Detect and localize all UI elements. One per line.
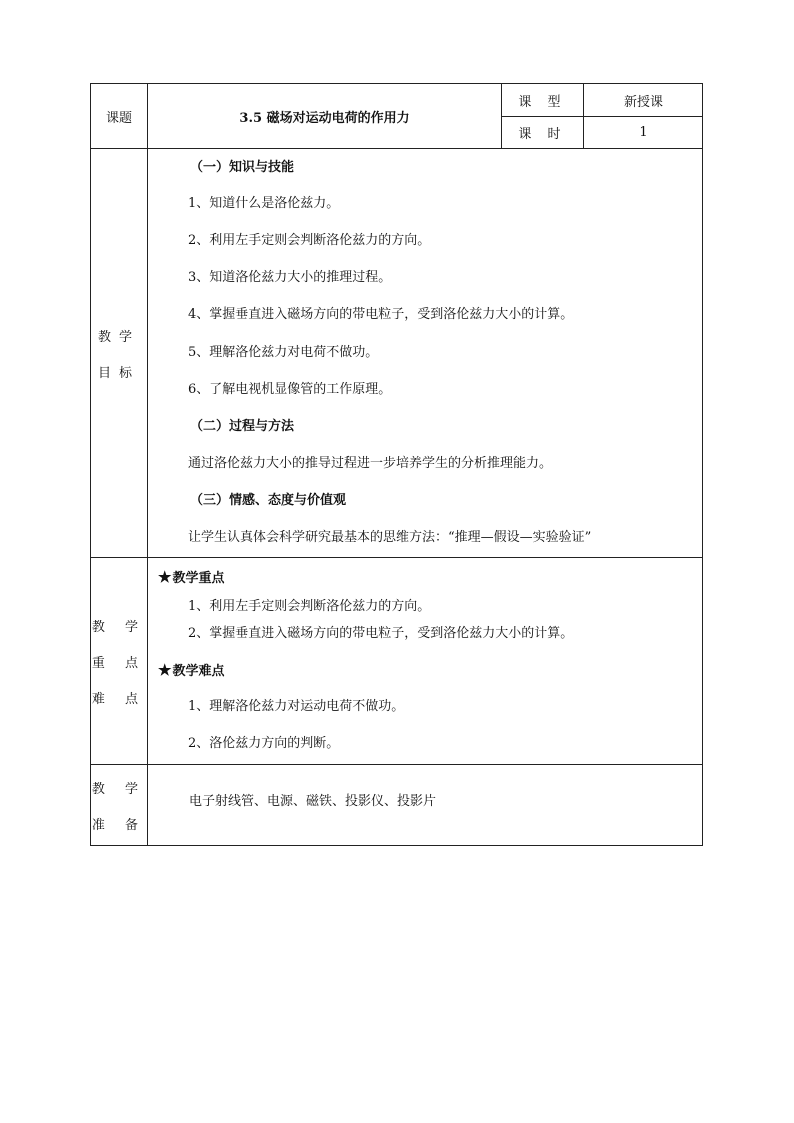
- focus-item-1: 1、利用左手定则会判断洛伦兹力的方向。: [188, 599, 431, 614]
- preparation-label-cell: [91, 765, 148, 845]
- objectives-label: [91, 149, 147, 557]
- lesson-title-cell: [148, 84, 502, 148]
- preparation-content: [148, 765, 702, 845]
- preparation-label: [91, 765, 147, 845]
- lesson-plan-table: [90, 83, 703, 846]
- lesson-period-row: [502, 116, 703, 148]
- lesson-label-cell: [91, 84, 148, 148]
- objectives-label-line-1: 教学: [97, 329, 140, 345]
- preparation-label-line-2: 准 备: [91, 817, 147, 833]
- process-text: 通过洛伦兹力大小的推导过程进一步培养学生的分析推理能力。: [188, 456, 553, 471]
- knowledge-item-5: 5、理解洛伦兹力对电荷不做功。: [188, 345, 379, 360]
- keypoints-label-line-1: 教 学: [91, 619, 147, 635]
- knowledge-item-3: 3、知道洛伦兹力大小的推理过程。: [188, 270, 392, 285]
- title-row: [91, 84, 702, 148]
- objectives-label-line-2: 目标: [97, 365, 140, 381]
- lesson-period-value: 1: [639, 125, 648, 140]
- knowledge-item-6: 6、了解电视机显像管的工作原理。: [188, 382, 392, 397]
- difficulty-heading-line: [158, 663, 224, 678]
- difficulty-heading: 教学难点: [172, 664, 225, 679]
- keypoints-label-cell: [91, 558, 148, 764]
- star-icon: ★: [158, 661, 172, 679]
- difficulty-item-1: 1、理解洛伦兹力对运动电荷不做功。: [188, 699, 405, 714]
- objectives-label-cell: [91, 149, 148, 557]
- star-icon: ★: [158, 568, 172, 586]
- lesson-period-label: 课 时: [502, 117, 584, 148]
- attitude-heading: （三）情感、态度与价值观: [190, 493, 347, 508]
- preparation-label-line-1: 教 学: [91, 781, 147, 797]
- knowledge-heading: （一）知识与技能: [190, 160, 295, 175]
- knowledge-item-2: 2、利用左手定则会判断洛伦兹力的方向。: [188, 233, 431, 248]
- focus-item-2: 2、掌握垂直进入磁场方向的带电粒子，受到洛伦兹力大小的计算。: [188, 626, 574, 641]
- preparation-items: 电子射线管、电源、磁铁、投影仪、投影片: [189, 794, 437, 809]
- knowledge-item-4: 4、掌握垂直进入磁场方向的带电粒子，受到洛伦兹力大小的计算。: [188, 307, 574, 322]
- objectives-row: [91, 148, 702, 557]
- keypoints-row: [91, 557, 702, 764]
- objectives-content: [148, 149, 702, 557]
- preparation-row: [91, 764, 702, 845]
- focus-heading-line: [158, 570, 224, 585]
- difficulty-item-2: 2、洛伦兹力方向的判断。: [188, 736, 340, 751]
- attitude-text: 让学生认真体会科学研究最基本的思维方法：“推理—假设—实验验证”: [188, 530, 592, 545]
- lesson-label: 课题: [105, 110, 132, 126]
- keypoints-label: [91, 558, 147, 764]
- lesson-type-label: 课 型: [502, 84, 584, 116]
- lesson-type-value: 新授课: [623, 94, 663, 110]
- focus-heading: 教学重点: [172, 571, 225, 586]
- lesson-title: 3.5 磁场对运动电荷的作用力: [239, 110, 410, 126]
- keypoints-label-line-3: 难 点: [91, 691, 147, 707]
- lesson-type-row: [502, 84, 703, 116]
- knowledge-item-1: 1、知道什么是洛伦兹力。: [188, 196, 340, 211]
- lesson-meta-grid: [502, 84, 703, 148]
- process-heading: （二）过程与方法: [190, 419, 295, 434]
- keypoints-label-line-2: 重 点: [91, 655, 147, 671]
- keypoints-content: [148, 558, 702, 764]
